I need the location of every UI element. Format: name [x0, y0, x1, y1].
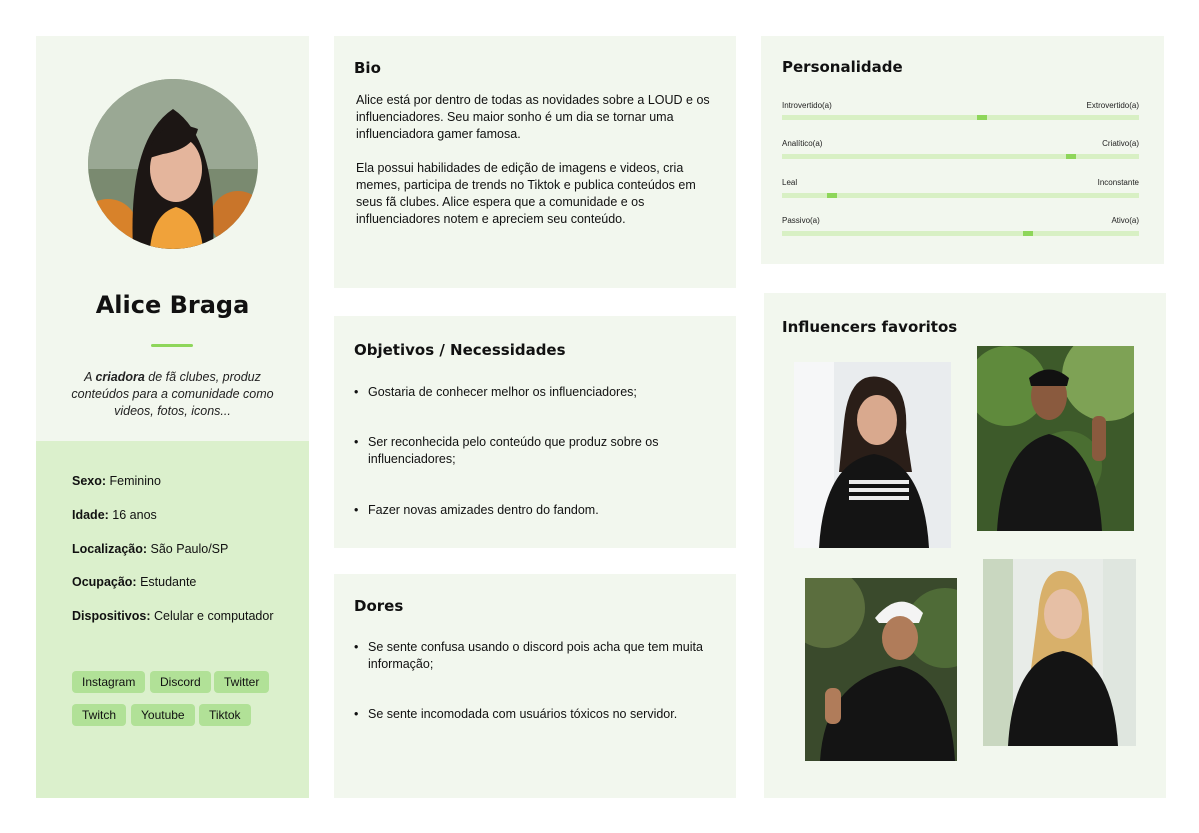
influencers-card [764, 293, 1166, 798]
trait-slider [782, 154, 1139, 159]
trait-slider [782, 231, 1139, 236]
profile-card [36, 36, 309, 798]
pain-item: • Se sente incomodada com usuários tóxicos no servidor. [354, 707, 678, 721]
fact-gender: Sexo: Feminino [72, 474, 161, 488]
trait-slider-handle [977, 115, 987, 120]
trait-slider-handle [1066, 154, 1076, 159]
influencer-photo [977, 346, 1134, 531]
platform-chip-twitter: Twitter [214, 671, 269, 693]
platform-chip-instagram: Instagram [72, 671, 145, 693]
trait-right-label: Criativo(a) [1102, 139, 1139, 148]
influencers-title: Influencers favoritos [782, 318, 958, 336]
persona-tagline: A criadora de fã clubes, produz conteúdos para a comunidade como videos, fotos, icons... [71, 370, 274, 418]
personality-title: Personalidade [782, 58, 903, 76]
trait-slider-handle [827, 193, 837, 198]
goal-item: • Gostaria de conhecer melhor os influenciadores; [354, 385, 637, 399]
fact-devices: Dispositivos: Celular e computador [72, 609, 274, 623]
fact-age: Idade: 16 anos [72, 508, 157, 522]
bio-paragraph: Ela possui habilidades de edição de imagens e videos, cria memes, participa de trends no Tiktok e publica conteúdos em seus fã clubes. Alice espera que a comunidade e os influenciadores notem e apreciem seu conteúdo. [356, 161, 696, 226]
bullet-icon: • [354, 435, 359, 449]
pain-item: • Se sente confusa usando o discord pois acha que tem muita informação; [354, 640, 703, 671]
bullet-icon: • [354, 385, 359, 399]
pains-card [334, 574, 736, 798]
trait-slider [782, 115, 1139, 120]
trait-slider [782, 193, 1139, 198]
influencer-photo [983, 559, 1136, 746]
bio-card [334, 36, 736, 288]
bullet-icon: • [354, 640, 359, 654]
bio-title: Bio [354, 59, 381, 77]
trait-slider-handle [1023, 231, 1033, 236]
goals-card [334, 316, 736, 548]
pains-title: Dores [354, 597, 404, 615]
trait-left-label: Leal [782, 178, 798, 187]
trait-right-label: Inconstante [1097, 178, 1139, 187]
trait-left-label: Introvertido(a) [782, 101, 832, 110]
platform-chip-tiktok: Tiktok [199, 704, 251, 726]
trait-right-label: Extrovertido(a) [1086, 101, 1139, 110]
platform-chip-youtube: Youtube [131, 704, 195, 726]
bio-paragraph: Alice está por dentro de todas as novidades sobre a LOUD e os influenciadores. Seu maior sonho é um dia se tornar uma influenciadora gamer famosa. [356, 93, 710, 141]
bullet-icon: • [354, 503, 359, 517]
persona-name: Alice Braga [95, 291, 250, 319]
platform-chip-discord: Discord [150, 671, 211, 693]
bullet-icon: • [354, 707, 359, 721]
goals-title: Objetivos / Necessidades [354, 341, 566, 359]
name-underline [151, 344, 193, 347]
goal-item: • Fazer novas amizades dentro do fandom. [354, 503, 599, 517]
trait-left-label: Passivo(a) [782, 216, 820, 225]
fact-location: Localização: São Paulo/SP [72, 542, 229, 556]
influencer-photo [794, 362, 951, 548]
trait-right-label: Ativo(a) [1111, 216, 1139, 225]
platform-chip-twitch: Twitch [72, 704, 126, 726]
goal-item: • Ser reconhecida pelo conteúdo que produz sobre os influenciadores; [354, 435, 659, 466]
influencer-photo [805, 578, 957, 761]
personality-card [761, 36, 1164, 264]
avatar [88, 79, 258, 249]
fact-occupation: Ocupação: Estudante [72, 575, 197, 589]
trait-left-label: Analítico(a) [782, 139, 823, 148]
